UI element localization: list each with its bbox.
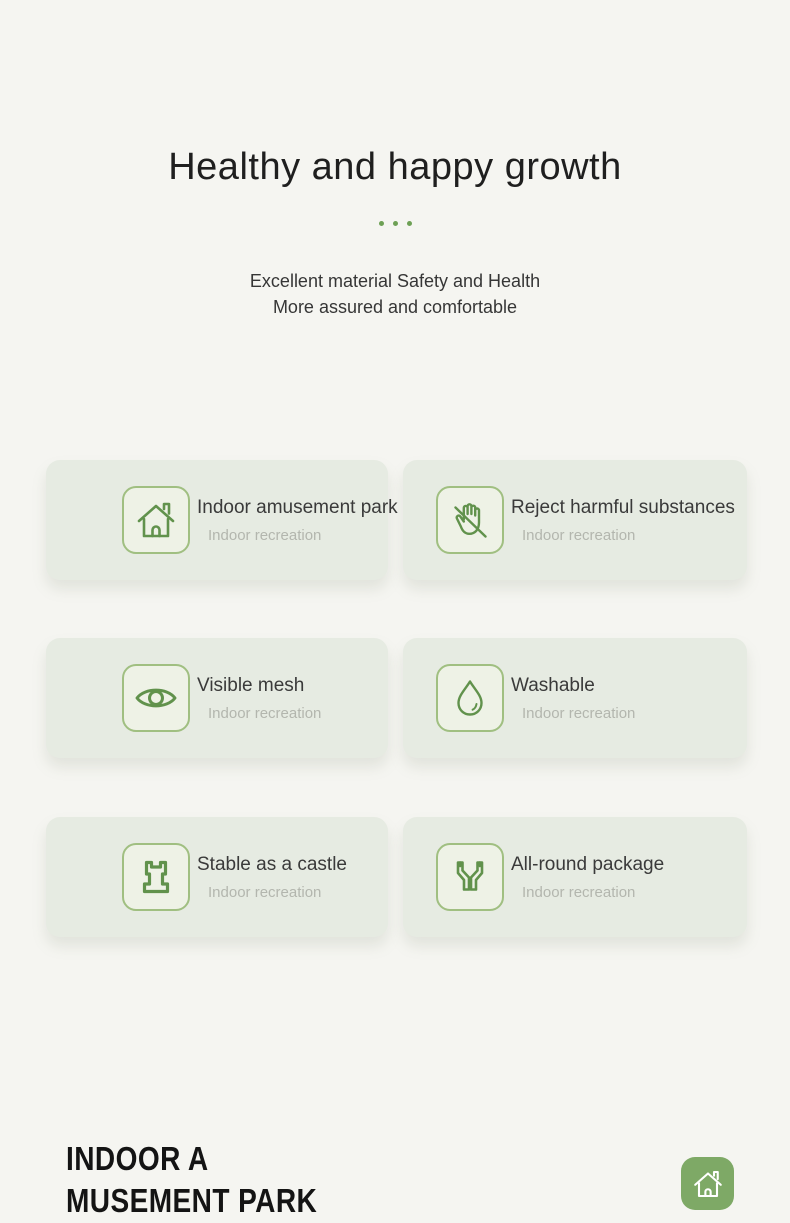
subtitle-line-2: More assured and comfortable: [272, 297, 518, 317]
feature-subtitle: Indoor recreation: [522, 883, 636, 901]
feature-title: Visible mesh: [197, 674, 305, 696]
dot: [393, 221, 398, 226]
dot: [407, 221, 412, 226]
feature-subtitle: Indoor recreation: [522, 526, 636, 544]
feature-subtitle: Indoor recreation: [208, 704, 322, 722]
feature-title: Indoor amusement park: [197, 496, 398, 518]
feature-card-visible-mesh: [46, 638, 388, 758]
subtitle-line-1: Excellent material Safety and Health: [249, 271, 541, 291]
water-drop-icon: [436, 664, 504, 732]
castle-rook-icon: [122, 843, 190, 911]
brand-line-1: INDOOR A: [66, 1140, 209, 1177]
eye-icon: [122, 664, 190, 732]
page-subtitle: [0, 268, 790, 320]
ellipsis-divider: [0, 221, 790, 226]
feature-card-washable: [403, 638, 747, 758]
feature-title: Reject harmful substances: [511, 496, 735, 518]
feature-title: Washable: [511, 674, 595, 696]
brand-app-icon: [681, 1157, 734, 1210]
hand-reject-icon: [436, 486, 504, 554]
brand-line-2: MUSEMENT PARK: [66, 1182, 318, 1219]
feature-title: Stable as a castle: [197, 853, 347, 875]
brand-wordmark: [66, 1138, 362, 1222]
page-title: Healthy and happy growth: [168, 146, 622, 188]
house-icon: [690, 1166, 726, 1202]
feature-subtitle: Indoor recreation: [522, 704, 636, 722]
feature-subtitle: Indoor recreation: [208, 526, 322, 544]
feature-card-all-round-package: [403, 817, 747, 937]
feature-card-stable-as-a-castle: [46, 817, 388, 937]
hands-package-icon: [436, 843, 504, 911]
feature-title: All-round package: [511, 853, 665, 875]
feature-card-reject-harmful-substances: [403, 460, 747, 580]
dot: [379, 221, 384, 226]
feature-subtitle: Indoor recreation: [208, 883, 322, 901]
house-icon: [122, 486, 190, 554]
feature-card-indoor-amusement-park: [46, 460, 398, 580]
